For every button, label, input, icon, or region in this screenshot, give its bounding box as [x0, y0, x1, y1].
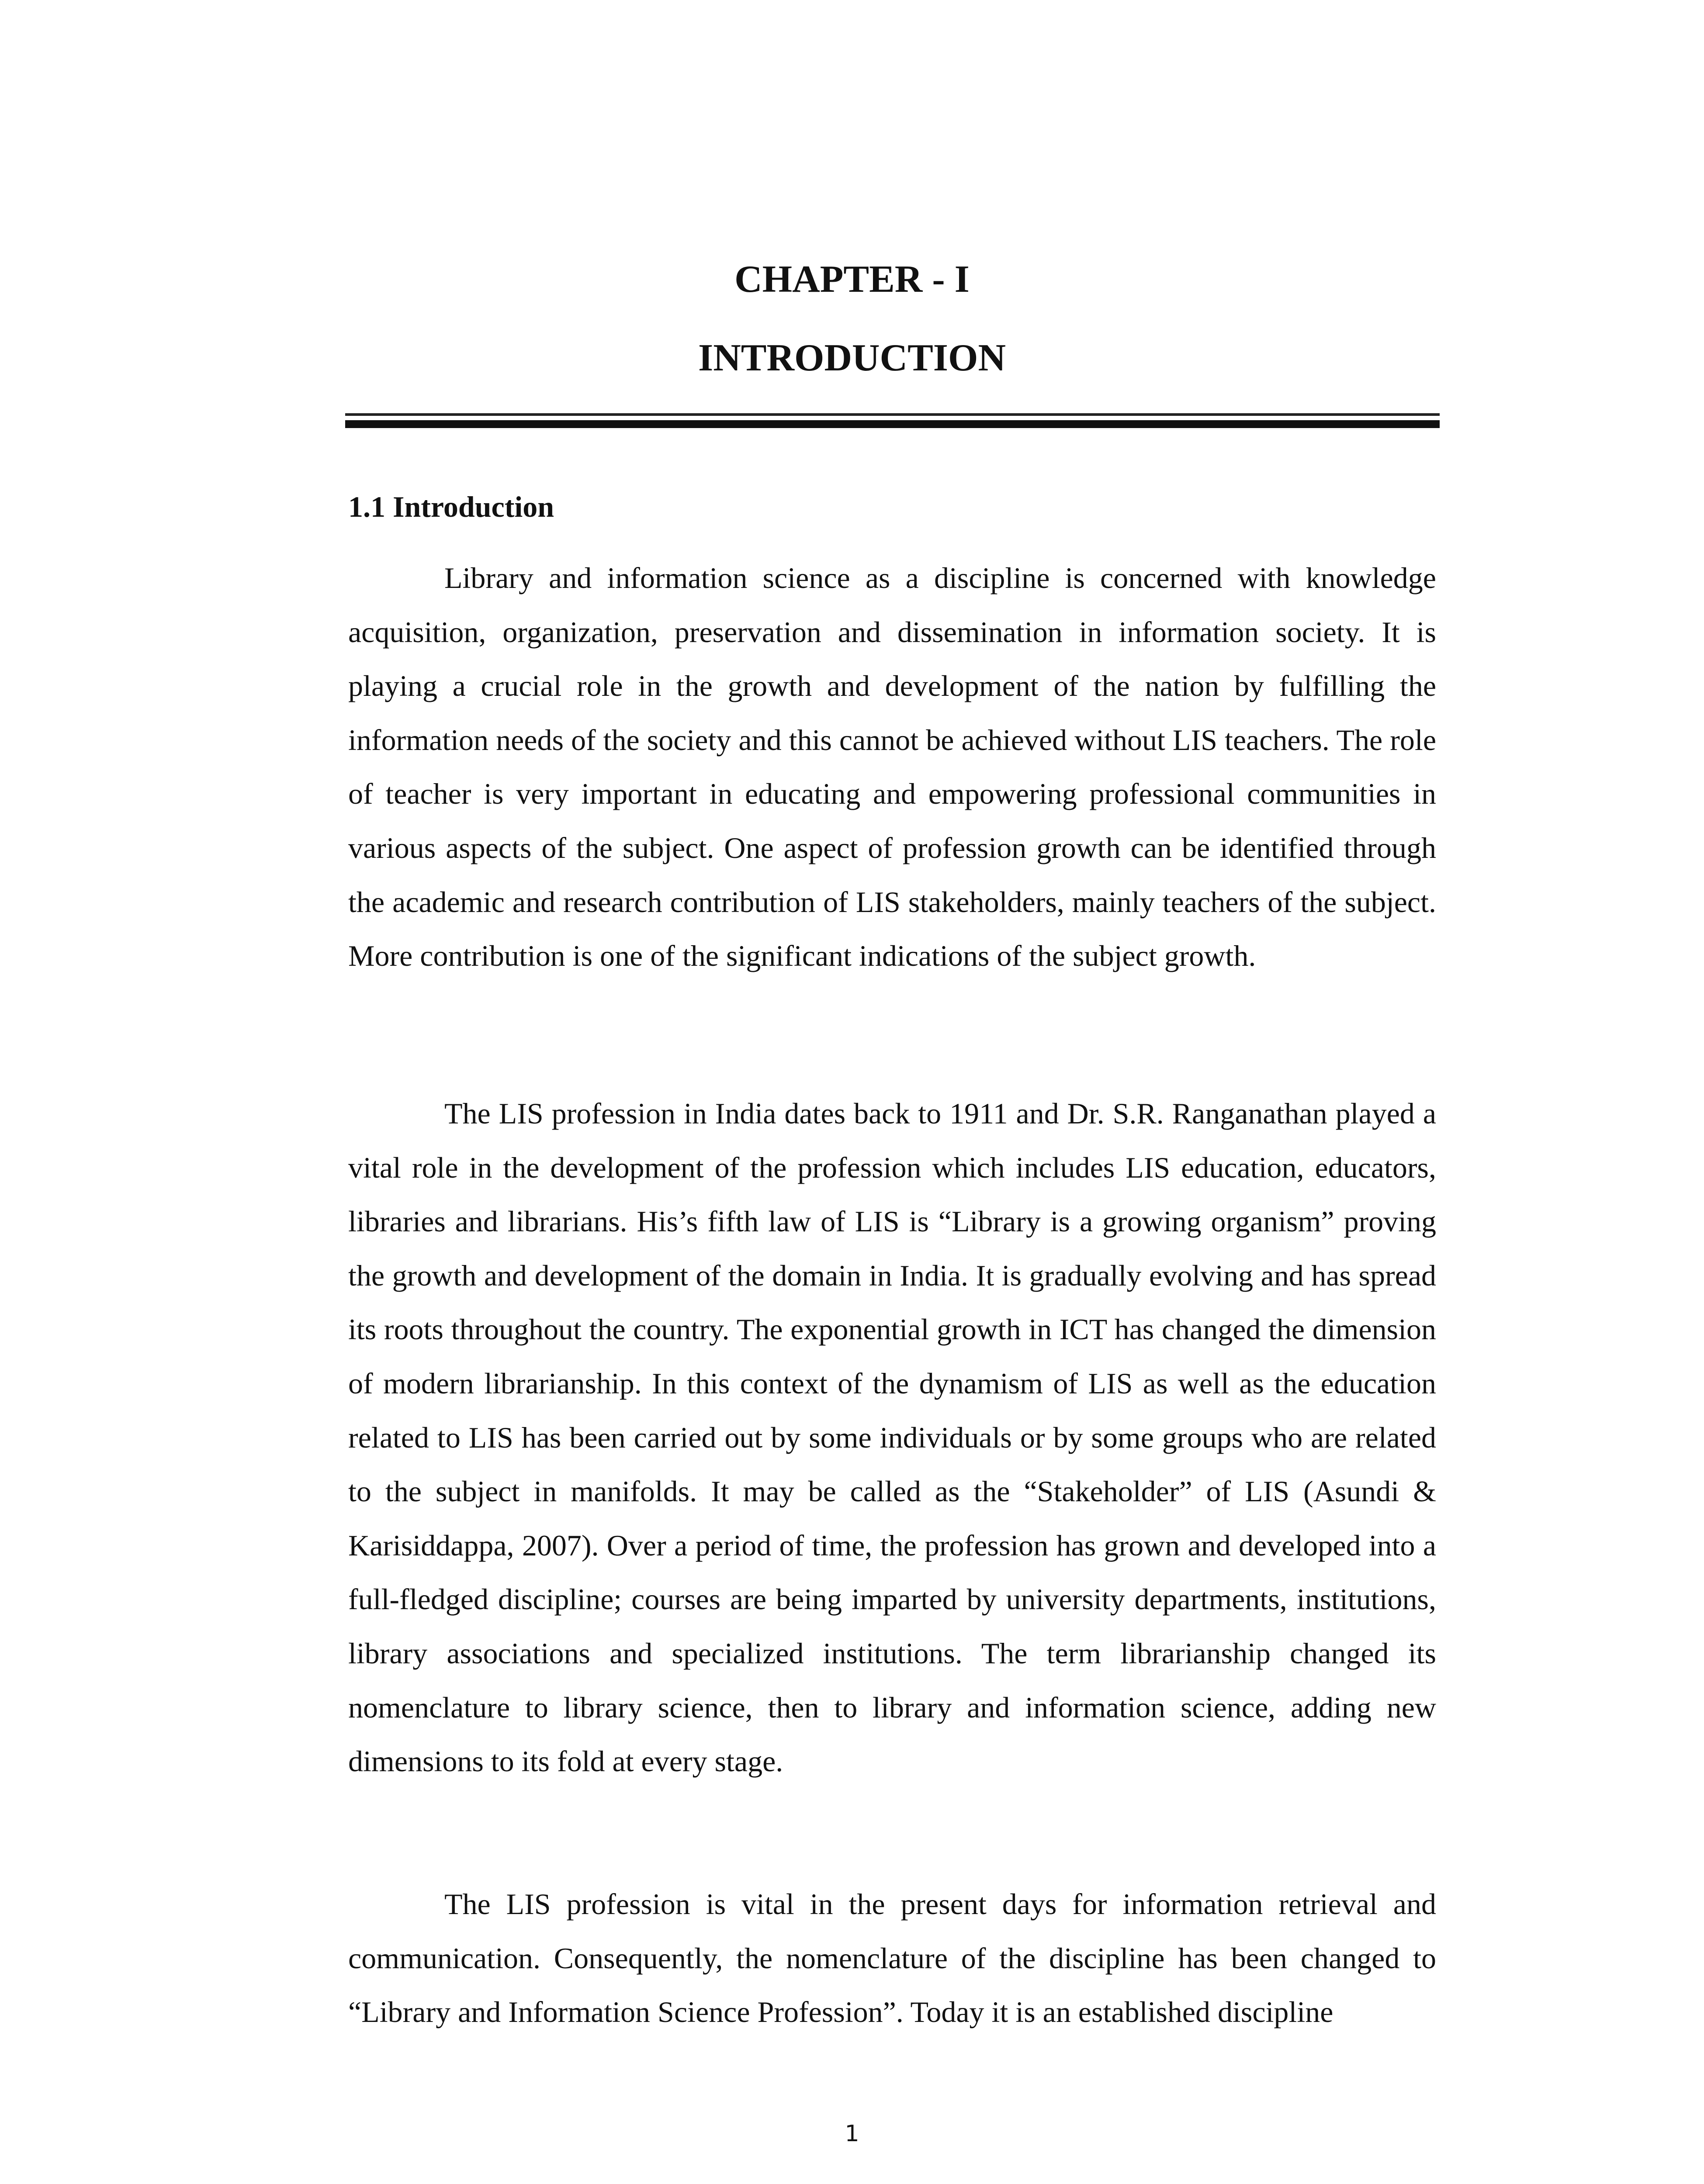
body-paragraph: The LIS profession is vital in the present days for information retrieval and communication. Consequently, the nomenclature of the discipline has been changed to “Library and Information Science Profession”. Today it is an established discipline [348, 1887, 1436, 2029]
title-divider-thick [345, 420, 1440, 428]
title-divider-thin [345, 413, 1440, 416]
body-paragraph: The LIS profession in India dates back to 1911 and Dr. S.R. Ranganathan played a vital role in the development of the profession which includes LIS education, educators, libraries and librarians. His’s fifth law of LIS is “Library is a growing organism” proving the growth and development of the domain in India. It is gradually evolving and has spread its roots throughout the country. The exponential growth in ICT has changed the dimension of modern librarianship. In this context of the dynamism of LIS as well as the education related to LIS has been carried out by some individuals or by some groups who are related to the subject in manifolds. It may be called as the “Stakeholder” of LIS (Asundi & Karisiddappa, 2007). Over a period of time, the profession has grown and developed into a full-fledged discipline; courses are being imparted by university departments, institutions, library associations and specialized institutions. The term librarianship changed its nomenclature to library science, then to library and information science, adding new dimensions to its fold at every stage. [348, 1097, 1436, 1778]
body-paragraph: Library and information science as a discipline is concerned with knowledge acquisition, organization, preservation and dissemination in information society. It is playing a crucial role in the growth and development of the nation by fulfilling the information needs of the society and this cannot be achieved without LIS teachers. The role of teacher is very important in educating and empowering professional communities in various aspects of the subject. One aspect of profession growth can be identified through the academic and research contribution of LIS stakeholders, mainly teachers of the subject. More contribution is one of the significant indications of the subject growth. [348, 561, 1436, 973]
section-heading: 1.1 Introduction [348, 490, 554, 523]
chapter-title: INTRODUCTION [698, 337, 1006, 379]
page-number: 1 [845, 2121, 859, 2147]
chapter-number: CHAPTER - I [734, 258, 970, 301]
